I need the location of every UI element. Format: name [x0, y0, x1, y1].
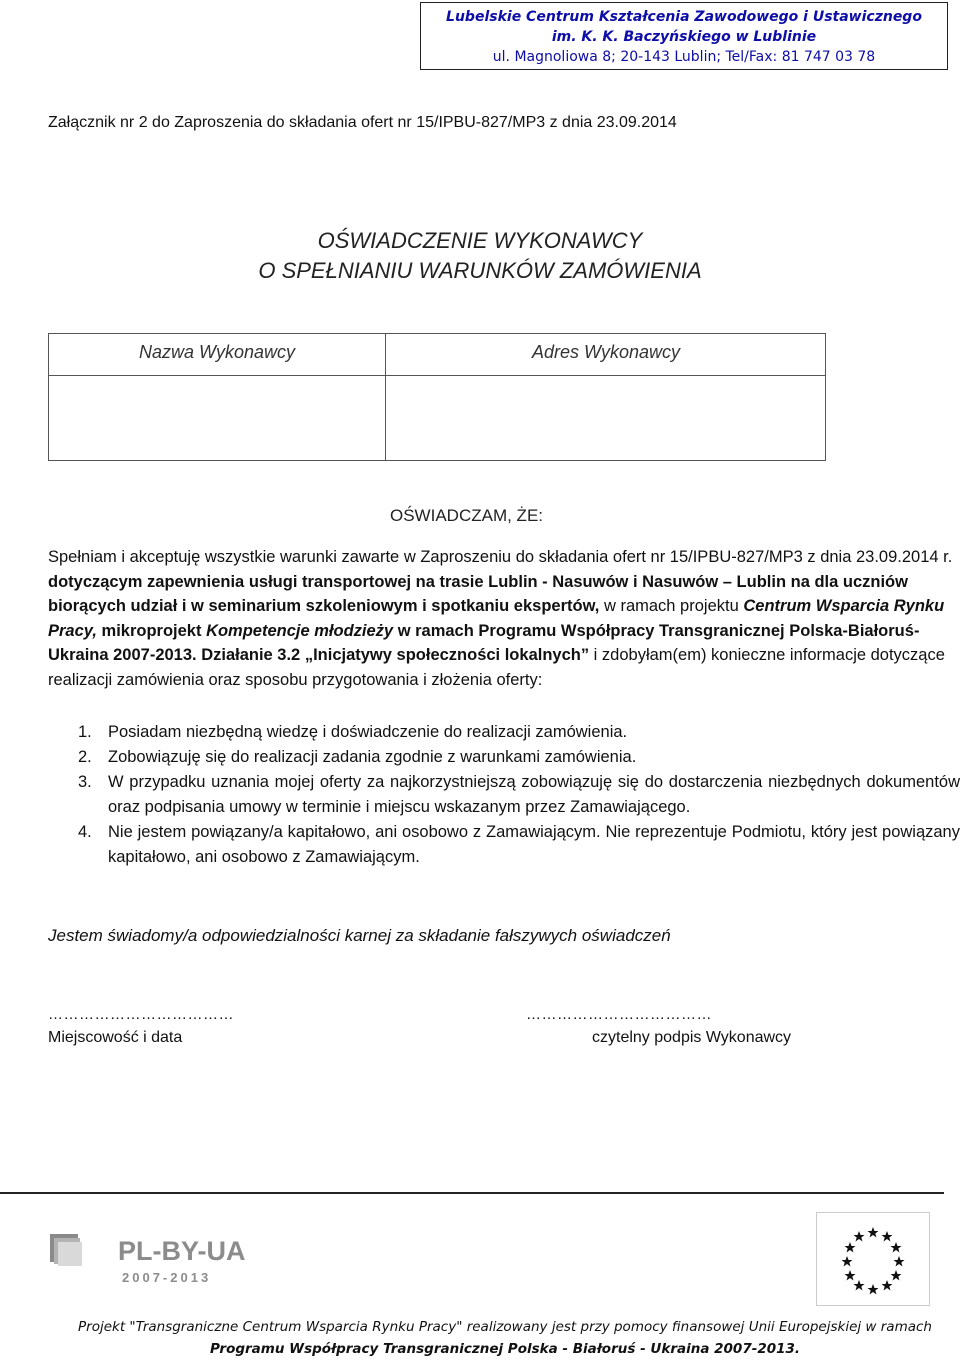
institution-header — [420, 2, 948, 70]
list-item: 3. W przypadku uznania mojej oferty za najkorzystniejszą zobowiązuję się do dostarczenia niezbędnych dokumentów oraz podpisania umowy w terminie i miejscu wskazanym przez Zamawiającego. — [78, 773, 960, 816]
declaration-list — [48, 720, 960, 870]
institution-address: ul. Magnoliowa 8; 20-143 Lublin; Tel/Fax: 81 747 03 78 — [492, 49, 876, 65]
institution-patron: im. K. K. Baczyńskiego w Lublinie — [551, 29, 817, 45]
declaration-paragraph — [48, 545, 958, 692]
eu-flag-icon — [816, 1212, 930, 1306]
paragraph-intro: Spełniam i akceptuję wszystkie warunki zawarte w Zaproszeniu do składania ofert nr 15/IPBU-827/MP3 z dnia 23.09.2014 r. — [48, 548, 953, 566]
microproject-name: Kompetencje młodzieży — [206, 621, 394, 640]
institution-name: Lubelskie Centrum Kształcenia Zawodowego i Ustawicznego — [446, 9, 922, 25]
paragraph-conclusion: i zdobyłam(em) konieczne informacje dotyczące realizacji zamówienia oraz sposobu przygotowania i złożenia oferty: — [48, 646, 945, 689]
list-item: 4. Nie jestem powiązany/a kapitałowo, ani osobowo z Zamawiającym. Nie reprezentuje Podmiotu, który jest powiązany kapitałowo, ani osobowo z Zamawiającym. — [78, 823, 960, 866]
annex-line: Załącznik nr 2 do Zaproszenia do składania ofert nr 15/IPBU-827/MP3 z dnia 23.09.2014 — [48, 114, 677, 131]
logo-years: 2007-2013 — [122, 1270, 212, 1285]
paragraph-service: dotyczącym zapewnienia usługi transportowej na trasie Lublin - Nasuwów i Nasuwów – Lublin na dla uczniów biorących udział i w seminarium szkoleniowym i spotkaniu ekspertów, — [48, 572, 908, 615]
document-title: OŚWIADCZENIE WYKONAWCY — [317, 228, 643, 253]
list-item: 2. Zobowiązuję się do realizacji zadania zgodnie z warunkami zamówienia. — [78, 748, 637, 766]
paragraph-project-prefix: w ramach projektu — [599, 597, 744, 615]
list-item: 1. Posiadam niezbędną wiedzę i doświadczenie do realizacji zamówienia. — [78, 723, 628, 741]
document-subtitle: O SPEŁNIANIU WARUNKÓW ZAMÓWIENIA — [258, 258, 702, 283]
footer-programme: Programu Współpracy Transgranicznej Polska - Białoruś - Ukraina 2007-2013. — [209, 1341, 801, 1357]
project-name: Centrum Wsparcia Rynku Pracy, — [48, 597, 945, 640]
contractor-address-header: Adres Wykonawcy — [531, 342, 681, 362]
place-date-label: Miejscowość i data — [48, 1029, 183, 1046]
pl-by-ua-logo-icon — [32, 1214, 258, 1306]
logo-text: PL-BY-UA — [118, 1236, 246, 1266]
signature-line: ……………………………… — [526, 1006, 712, 1023]
place-date-line: ……………………………… — [48, 1006, 234, 1023]
contractor-table — [48, 333, 826, 461]
paragraph-microproject: mikroprojekt — [96, 621, 207, 640]
footer-divider — [0, 1192, 944, 1194]
signature-label: czytelny podpis Wykonawcy — [592, 1029, 792, 1046]
footer-funding-note: Projekt "Transgraniczne Centrum Wsparcia Rynku Pracy" realizowany jest przy pomocy finansowej Unii Europejskiej w ramach — [78, 1319, 932, 1335]
declaration-heading: OŚWIADCZAM, ŻE: — [390, 506, 543, 525]
contractor-name-header: Nazwa Wykonawcy — [138, 342, 296, 362]
responsibility-statement: Jestem świadomy/a odpowiedzialności karnej za składanie fałszywych oświadczeń — [48, 926, 671, 945]
paragraph-programme: w ramach Programu Współpracy Transgranicznej Polska-Białoruś-Ukraina 2007-2013. Działanie 3.2 „Inicjatywy społeczności lokalnych” — [48, 621, 920, 664]
